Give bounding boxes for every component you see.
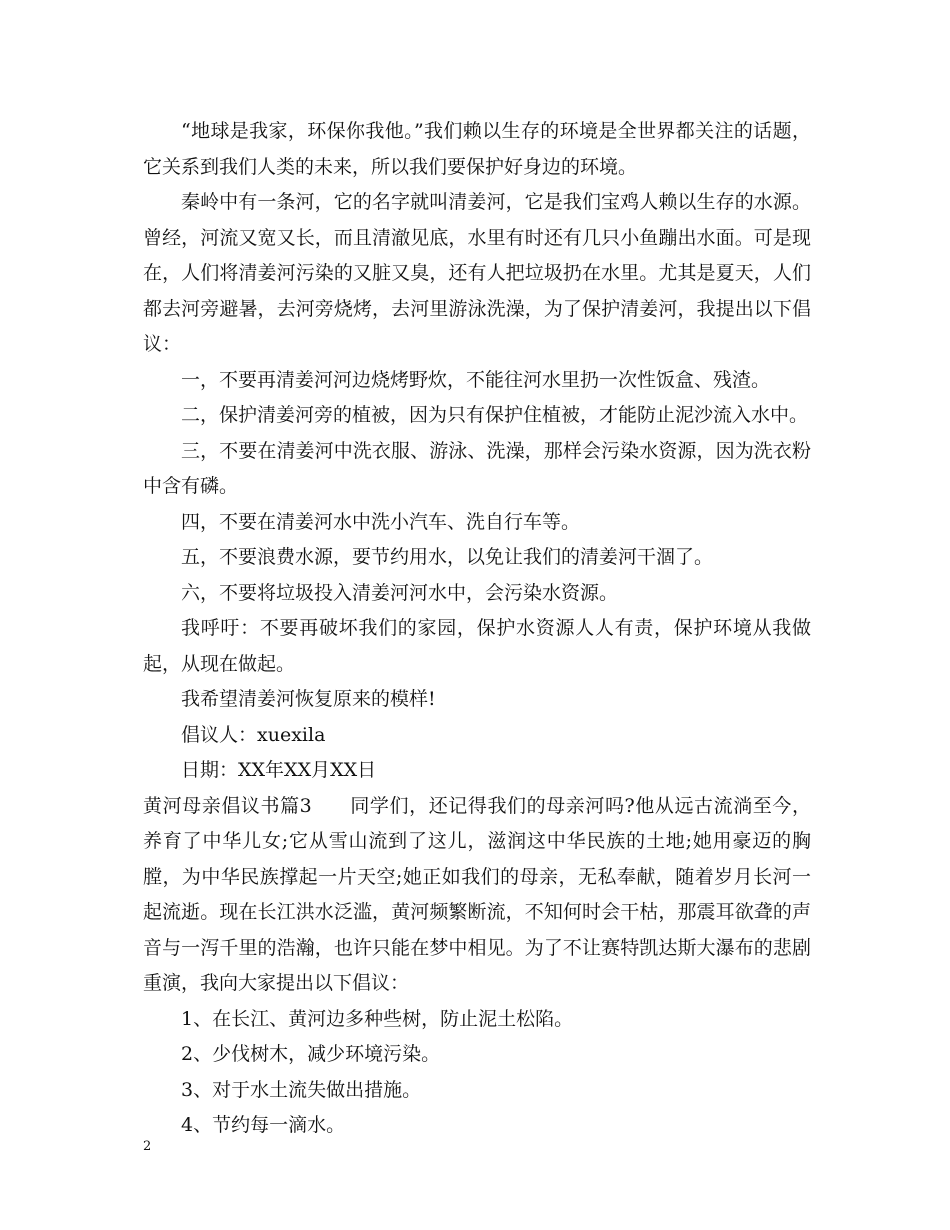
paragraph-intro: “地球是我家，环保你我他。”我们赖以生存的环境是全世界都关注的话题，它关系到我们人类的未来，所以我们要保护好身边的环境。 bbox=[143, 120, 811, 178]
list-item: 1、在长江、黄河边多种些树，防止泥土松陷。 bbox=[181, 1007, 574, 1030]
proposer-line: 倡议人：xuexila bbox=[181, 723, 326, 746]
section-title: 黄河母亲倡议书篇3 bbox=[143, 794, 312, 817]
document-body bbox=[143, 114, 811, 1144]
proposal-item-1: 一，不要再清姜河河边烧烤野炊，不能往河水里扔一次性饭盒、残渣。 bbox=[181, 368, 771, 391]
list-item: 2、少伐树木，减少环境污染。 bbox=[181, 1043, 441, 1065]
paragraph-qingjiang-river: 秦岭中有一条河，它的名字就叫清姜河，它是我们宝鸡人赖以生存的水源。曾经，河流又宽又长，而且清澈见底，水里有时还有几只小鱼蹦出水面。可是现在，人们将清姜河污染的又脏又臭，还有人把垃圾扔在水里。尤其是夏天，人们都去河旁避暑，去河旁烧烤，去河里游泳洗澡，为了保护清姜河，我提出以下倡议： bbox=[143, 191, 811, 355]
appeal-paragraph: 我呼吁：不要再破坏我们的家园，保护水资源人人有责，保护环境从我做起，从现在做起。 bbox=[143, 617, 811, 675]
proposal-item-3: 三，不要在清姜河中洗衣服、游泳、洗澡，那样会污染水资源，因为洗衣粉中含有磷。 bbox=[143, 439, 811, 497]
section-body: 同学们，还记得我们的母亲河吗?他从远古流淌至今，养育了中华儿女;它从雪山流到了这儿，滋润这中华民族的土地;她用豪迈的胸膛，为中华民族撑起一片天空;她正如我们的母亲，无私奉献，随着岁月长河一起流逝。现在长江洪水泛滥，黄河频繁断流，不知何时会干枯，那震耳欲聋的声音与一泻千里的浩瀚，也许只能在梦中相见。为了不让赛特凯达斯大瀑布的悲剧重演，我向大家提出以下倡议： bbox=[143, 794, 811, 994]
proposal-item-5: 五，不要浪费水源，要节约用水，以免让我们的清姜河干涸了。 bbox=[181, 546, 714, 568]
hope-paragraph: 我希望清姜河恢复原来的模样! bbox=[181, 688, 436, 710]
list-item: 4、节约每一滴水。 bbox=[181, 1114, 346, 1136]
page-number: 2 bbox=[143, 1139, 152, 1154]
proposal-item-2: 二，保护清姜河旁的植被，因为只有保护住植被，才能防止泥沙流入水中。 bbox=[181, 404, 809, 426]
proposal-item-4: 四，不要在清姜河水中洗小汽车、洗自行车等。 bbox=[181, 510, 581, 533]
section-paragraph bbox=[143, 789, 811, 1002]
list-item: 3、对于水土流失做出措施。 bbox=[181, 1078, 422, 1101]
date-line: 日期：XX年XX月XX日 bbox=[181, 759, 377, 781]
proposal-item-6: 六，不要将垃圾投入清姜河河水中，会污染水资源。 bbox=[181, 581, 619, 604]
